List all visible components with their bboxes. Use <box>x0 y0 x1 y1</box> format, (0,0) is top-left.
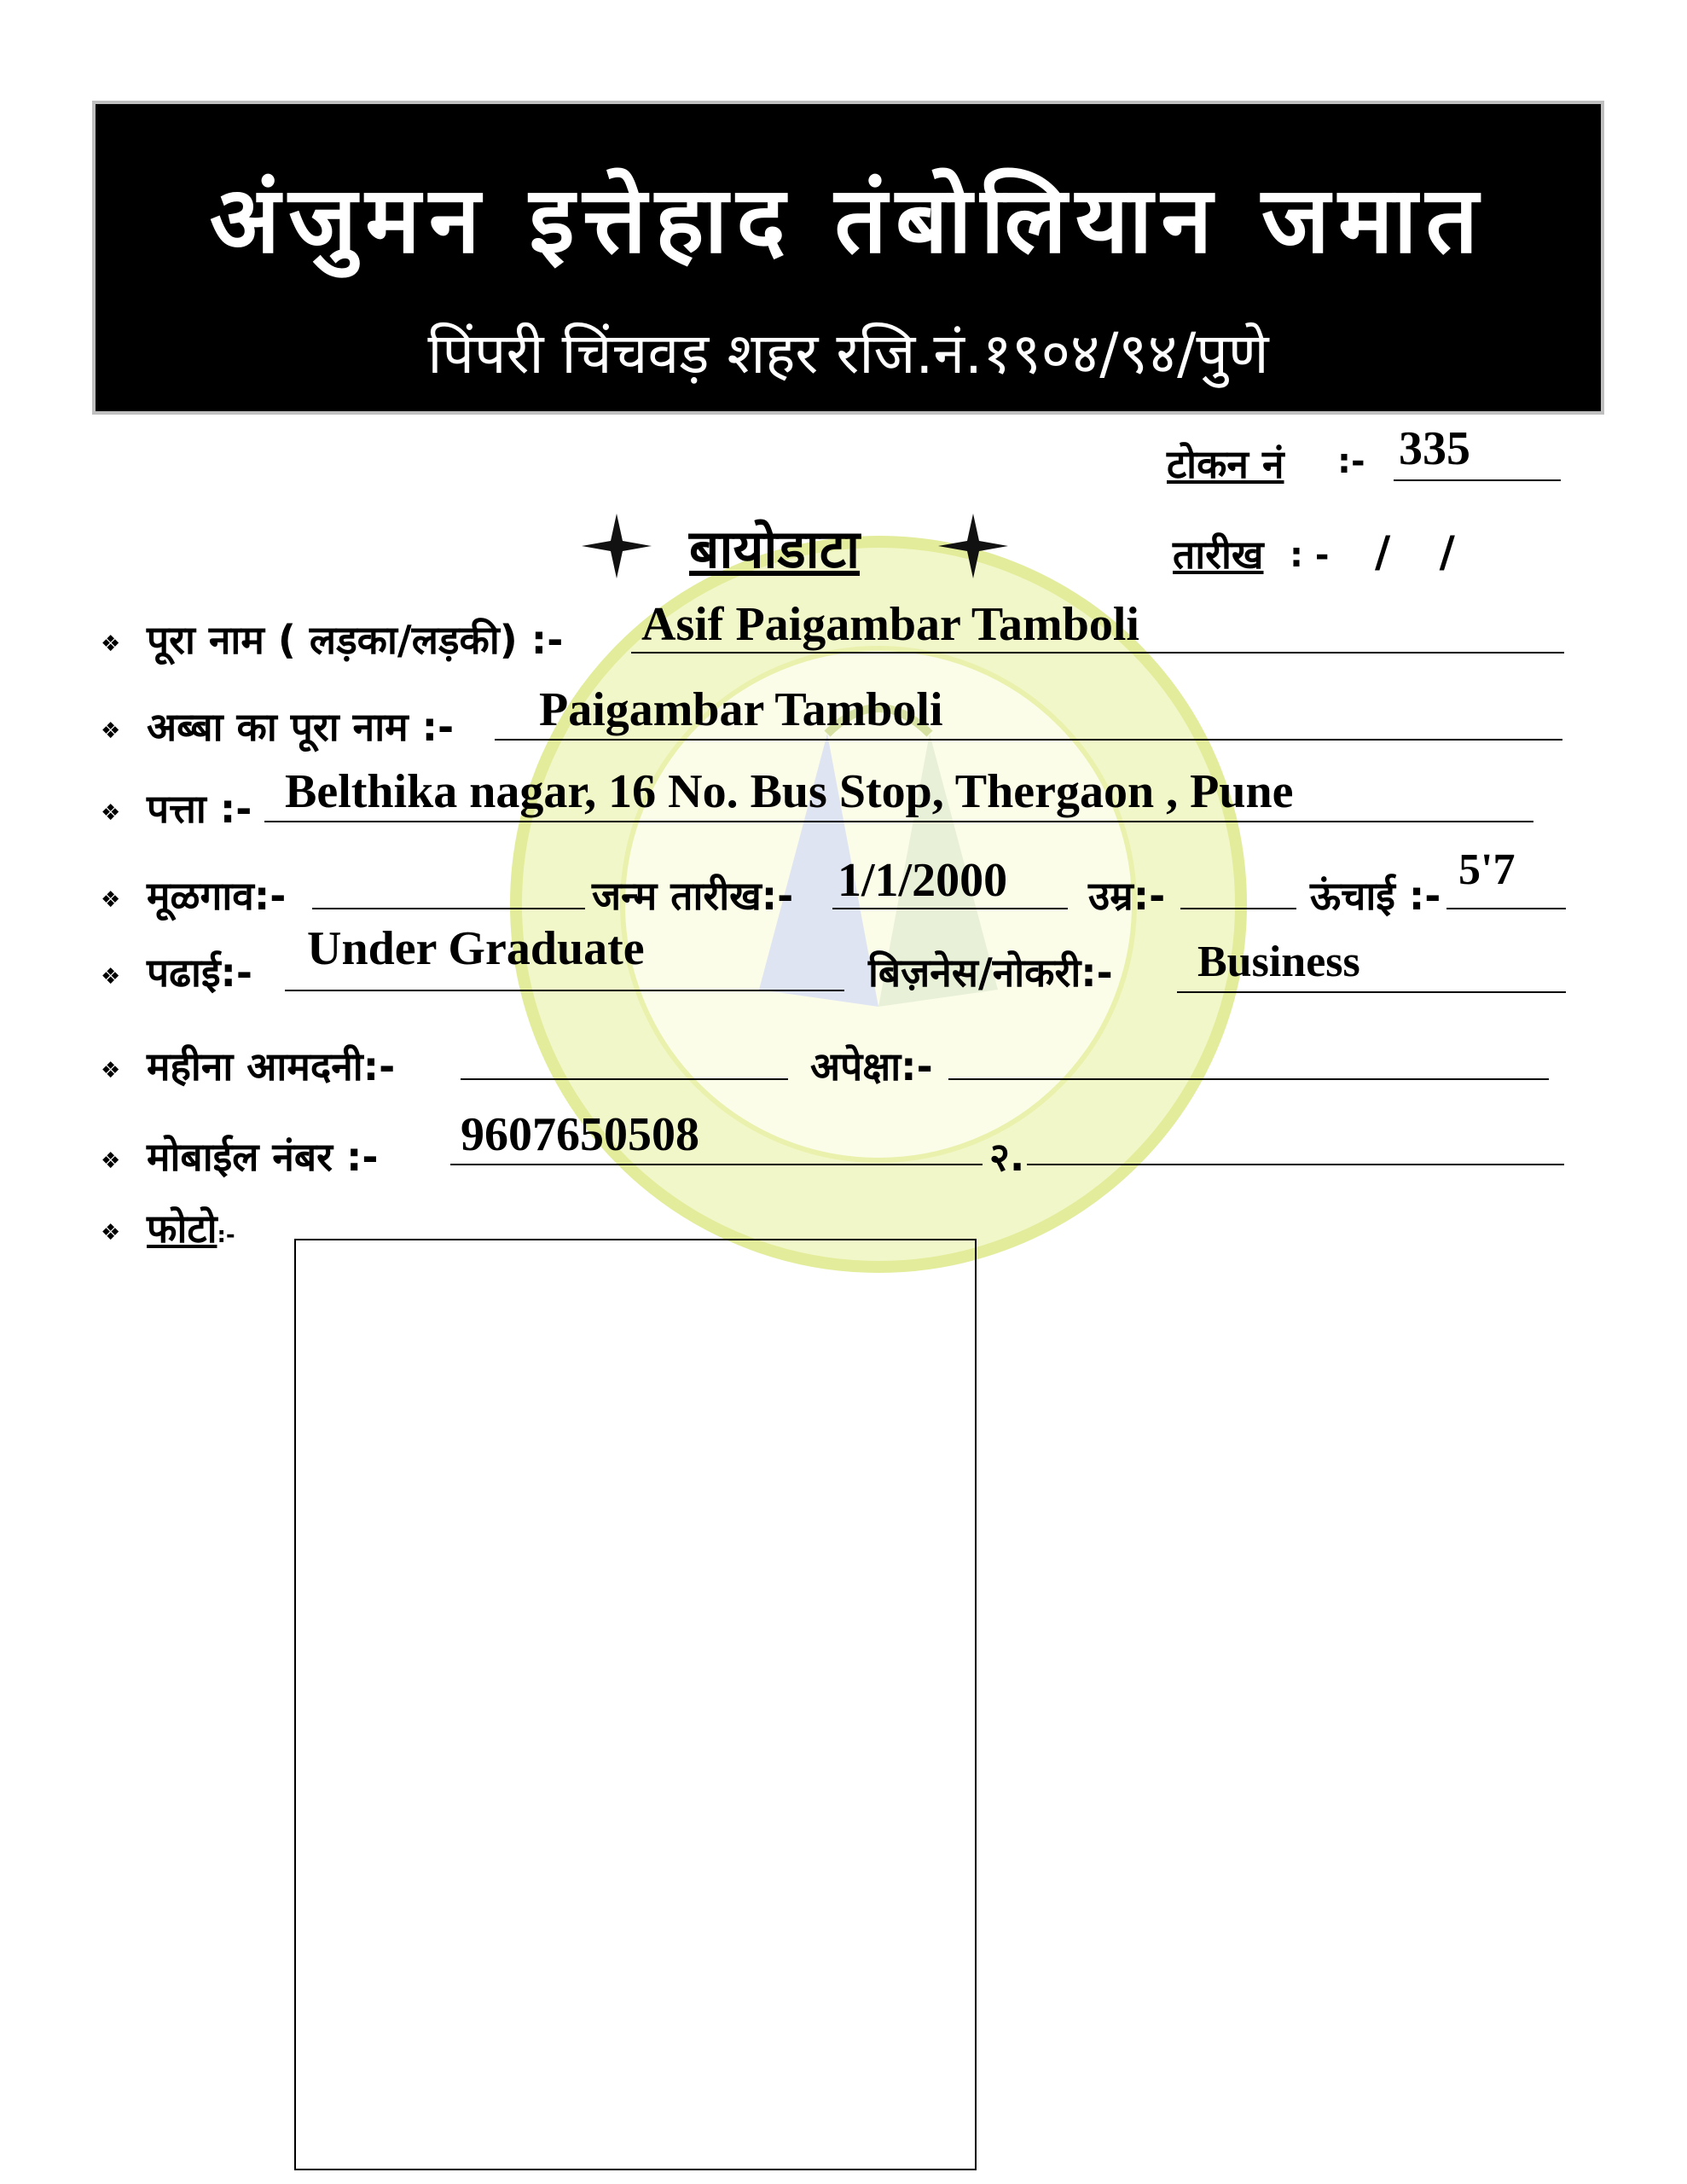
expectation-line <box>948 1078 1549 1080</box>
date-separator: : - <box>1290 536 1330 575</box>
father-name-line <box>495 739 1562 741</box>
address-value: Belthika nagar, 16 No. Bus Stop, Thergaon , Pune <box>285 765 1294 818</box>
age-line <box>1180 908 1296 909</box>
photo-box <box>294 1239 977 2170</box>
mobile-value: 9607650508 <box>461 1108 699 1161</box>
mobile-label: मोबाईल नंबर :- <box>147 1134 379 1180</box>
organization-subtitle: पिंपरी चिंचवड़ शहर रजि.नं.१९०४/९४/पुणे <box>427 321 1269 386</box>
expectation-label: अपेक्षा:- <box>810 1043 933 1089</box>
token-line <box>1394 479 1561 481</box>
bullet-icon: ❖ <box>101 1148 121 1174</box>
biodata-heading: बायोडाटा <box>689 518 861 580</box>
height-value: 5'7 <box>1458 845 1516 894</box>
organization-title: अंजुमन इत्तेहाद तंबोलियान जमात <box>209 167 1487 274</box>
height-line <box>1446 908 1566 909</box>
dob-line <box>832 908 1068 909</box>
bullet-icon: ❖ <box>101 964 121 990</box>
bullet-icon: ❖ <box>101 800 121 826</box>
father-name-value: Paigambar Tamboli <box>539 683 943 736</box>
height-label: ऊंचाई :- <box>1310 873 1441 919</box>
star-left-icon <box>582 514 652 578</box>
second-mobile-label: २. <box>989 1134 1025 1180</box>
star-right-icon <box>938 514 1008 578</box>
bullet-icon: ❖ <box>101 1220 121 1246</box>
mobile-line <box>450 1164 983 1165</box>
job-line <box>1177 991 1566 993</box>
bullet-icon: ❖ <box>101 887 121 913</box>
name-value: Asif Paigambar Tamboli <box>641 598 1139 651</box>
dob-label: जन्म तारीख:- <box>592 873 794 919</box>
education-line <box>285 990 844 991</box>
token-separator: :- <box>1337 442 1365 481</box>
age-label: उम्र:- <box>1088 873 1166 919</box>
second-mobile-line <box>1027 1164 1564 1165</box>
photo-label: फोटो:- <box>147 1205 235 1252</box>
date-label: तारीख <box>1173 531 1264 578</box>
job-value: Business <box>1197 938 1360 986</box>
date-slashes: / / <box>1375 527 1455 577</box>
monthly-income-label: महीना आमदनी:- <box>147 1043 396 1089</box>
job-label: बिज़नेस/नोकरी:- <box>868 950 1113 996</box>
education-label: पढाई:- <box>147 950 253 996</box>
native-place-line <box>312 908 585 909</box>
header-banner <box>96 104 1601 411</box>
bullet-icon: ❖ <box>101 718 121 744</box>
token-label: टोकन नं <box>1167 441 1284 487</box>
address-line <box>264 821 1533 822</box>
name-label: पूरा नाम ( लड़का/लड़की) :- <box>147 617 564 663</box>
monthly-income-line <box>461 1078 788 1080</box>
bullet-icon: ❖ <box>101 631 121 657</box>
father-name-label: अब्बा का पूरा नाम :- <box>147 704 455 750</box>
native-place-label: मूळगाव:- <box>147 873 287 919</box>
education-value: Under Graduate <box>307 922 645 975</box>
name-line <box>631 652 1564 653</box>
dob-value: 1/1/2000 <box>838 854 1008 907</box>
token-number: 335 <box>1399 422 1470 475</box>
bullet-icon: ❖ <box>101 1058 121 1083</box>
address-label: पत्ता :- <box>147 786 252 832</box>
